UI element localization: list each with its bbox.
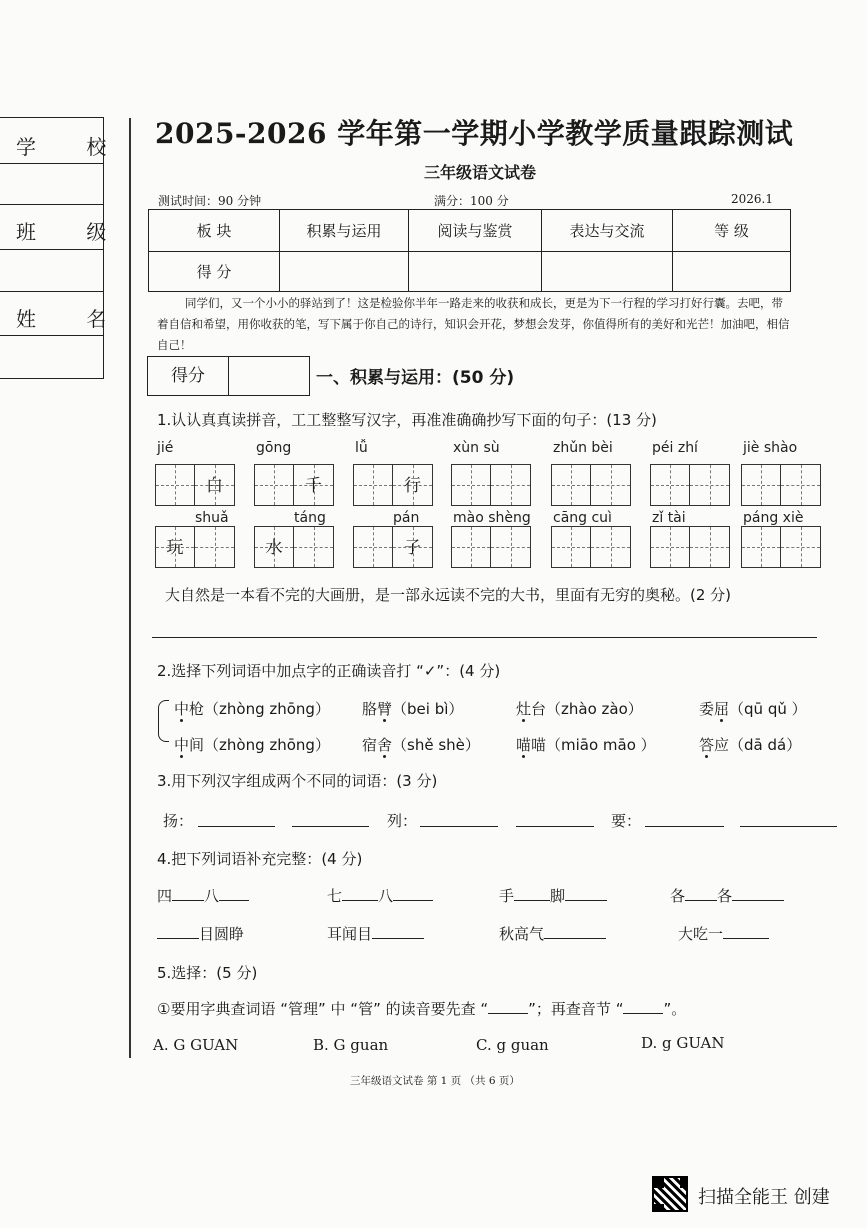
grid-cell[interactable]: [651, 465, 690, 505]
pinyin-label: jié: [157, 440, 174, 456]
option-d[interactable]: D. g GUAN: [641, 1034, 725, 1052]
pinyin-label: jiè shào: [743, 440, 798, 456]
blank[interactable]: [723, 924, 769, 939]
writing-grid[interactable]: [741, 464, 821, 506]
section-title: 一、积累与运用：(50 分): [316, 368, 515, 388]
grid-cell[interactable]: [294, 527, 333, 567]
blank[interactable]: [172, 886, 204, 901]
question-5: 5.选择：(5 分): [157, 964, 258, 982]
grid-char: 玩: [166, 538, 184, 558]
divider: [0, 335, 103, 336]
score-table: [148, 209, 791, 292]
grid-cell[interactable]: [491, 465, 530, 505]
page-footer: 三年级语文试卷 第 1 页 （共 6 页）: [350, 1075, 520, 1087]
blank[interactable]: [292, 826, 369, 827]
idiom: 耳闻目: [327, 923, 424, 944]
grid-char: 水: [265, 538, 283, 558]
score-cell[interactable]: [409, 252, 542, 292]
pinyin-label: zhǔn bèi: [553, 440, 613, 456]
blank[interactable]: [740, 826, 837, 827]
reading-option[interactable]: 答应（dā dá）: [699, 736, 802, 754]
divider: [0, 249, 103, 250]
grid-cell[interactable]: [255, 527, 294, 567]
grid-cell[interactable]: [690, 527, 729, 567]
writing-grid[interactable]: [650, 526, 730, 568]
grid-char: 行: [404, 476, 421, 496]
reading-option[interactable]: 中枪（zhòng zhōng）: [174, 700, 330, 718]
grid-cell[interactable]: [742, 527, 781, 567]
score-table-header: 板 块: [149, 210, 280, 252]
intro-text: 同学们，又一个小小的驿站到了！这是检验你半年一路走来的收获和成长，更是为下一行程的学习打好行囊。去吧，带着自信和希望，用你收获的笔，写下属于你自己的诗行，知识会开花，梦想会发芽，你值得所有的美好和光芒！加油吧，相信自己！: [157, 296, 790, 352]
grid-cell[interactable]: [552, 527, 591, 567]
question-5-1: ①要用字典查词语 “管理” 中 “管” 的读音要先查 “ ”；再查音节 “ ”。: [157, 1000, 687, 1018]
blank[interactable]: [420, 826, 498, 827]
grid-cell[interactable]: [393, 465, 432, 505]
blank[interactable]: [732, 886, 784, 901]
idiom: 七 八: [327, 885, 433, 906]
pinyin-label: péi zhí: [652, 440, 698, 456]
writing-grid[interactable]: [155, 464, 235, 506]
idiom: 四 八: [157, 885, 249, 906]
option-b[interactable]: B. G guan: [313, 1036, 389, 1054]
pinyin-label: táng: [294, 510, 326, 526]
idiom: 目圆睁: [157, 923, 244, 944]
word-char: 要：: [611, 812, 642, 830]
score-table-header: 表达与交流: [542, 210, 673, 252]
grid-cell[interactable]: [591, 465, 630, 505]
test-time: 测试时间：90 分钟: [158, 194, 262, 208]
grid-cell[interactable]: [393, 527, 432, 567]
pinyin-label: shuǎ: [195, 510, 229, 526]
score-table-header: 等 级: [673, 210, 791, 252]
blank[interactable]: [565, 886, 607, 901]
blank[interactable]: [488, 999, 528, 1014]
test-date: 2026.1: [731, 192, 773, 206]
question-1: 1.认认真真读拼音，工工整整写汉字，再准准确确抄写下面的句子：(13 分): [157, 411, 657, 429]
blank[interactable]: [516, 826, 594, 827]
reading-option[interactable]: 灶台（zhào zào）: [516, 700, 643, 718]
pinyin-label: pán: [393, 510, 420, 526]
blank[interactable]: [342, 886, 378, 901]
grid-char: 千: [305, 476, 322, 496]
reading-option[interactable]: 中间（zhòng zhōng）: [174, 736, 330, 754]
copy-sentence: 大自然是一本看不完的大画册，是一部永远读不完的大书，里面有无穷的奥秘。(2 分): [165, 586, 732, 604]
writing-grid[interactable]: [451, 526, 531, 568]
writing-grid[interactable]: [451, 464, 531, 506]
question-3: 3.用下列汉字组成两个不同的词语：(3 分): [157, 772, 438, 790]
grid-cell[interactable]: [742, 465, 781, 505]
binding-line: [129, 118, 131, 1058]
full-score: 满分：100 分: [434, 194, 509, 208]
score-cell[interactable]: [280, 252, 409, 292]
question-2: 2.选择下列词语中加点字的正确读音打 “✓”：(4 分): [157, 662, 501, 680]
writing-grid[interactable]: [741, 526, 821, 568]
reading-option[interactable]: 喵喵（miāo māo ）: [516, 736, 656, 754]
grid-cell[interactable]: [651, 527, 690, 567]
divider: [0, 291, 103, 292]
divider: [0, 204, 103, 205]
score-table-header: 积累与运用: [280, 210, 409, 252]
blank[interactable]: [393, 886, 433, 901]
writing-grid[interactable]: [551, 464, 631, 506]
writing-grid[interactable]: [254, 464, 334, 506]
writing-grid[interactable]: [254, 526, 334, 568]
grid-cell[interactable]: [354, 465, 393, 505]
class-label: 班 级: [16, 220, 129, 244]
idiom: 各 各: [670, 885, 784, 906]
grid-cell[interactable]: [354, 527, 393, 567]
score-cell[interactable]: [542, 252, 673, 292]
grid-cell[interactable]: [781, 465, 820, 505]
grid-cell[interactable]: [452, 465, 491, 505]
reading-option[interactable]: 宿舍（shě shè）: [362, 736, 480, 754]
reading-option[interactable]: 委屈（qū qǔ ）: [699, 700, 807, 718]
grid-cell[interactable]: [690, 465, 729, 505]
writing-grid[interactable]: [551, 526, 631, 568]
option-a[interactable]: A. G GUAN: [153, 1036, 239, 1054]
copy-line[interactable]: [152, 637, 817, 638]
grid-cell[interactable]: [781, 527, 820, 567]
grid-cell[interactable]: [491, 527, 530, 567]
grid-cell[interactable]: [552, 465, 591, 505]
writing-grid[interactable]: [353, 526, 433, 568]
scanner-watermark: 扫描全能王 创建: [698, 1187, 830, 1208]
pinyin-label: lǚ: [355, 440, 368, 456]
idiom: 大吃一: [678, 923, 769, 944]
pinyin-label: páng xiè: [743, 510, 804, 526]
grid-cell[interactable]: [156, 527, 195, 567]
blank[interactable]: [157, 924, 199, 939]
blank[interactable]: [219, 886, 249, 901]
blank[interactable]: [645, 826, 724, 827]
word-char: 列：: [387, 812, 418, 830]
school-label: 学 校: [16, 135, 129, 159]
blank[interactable]: [372, 924, 424, 939]
pinyin-label: gōng: [256, 440, 292, 456]
grid-cell[interactable]: [156, 465, 195, 505]
score-cell[interactable]: [673, 252, 791, 292]
grid-char: 子: [404, 538, 421, 558]
score-table-header: 阅读与鉴赏: [409, 210, 542, 252]
grid-cell[interactable]: [294, 465, 333, 505]
page-title: 2025-2026 学年第一学期小学教学质量跟踪测试: [155, 117, 794, 150]
reading-option[interactable]: 胳臂（bei bì）: [362, 700, 464, 718]
grid-char: 白: [206, 476, 223, 496]
blank[interactable]: [198, 826, 275, 827]
grid-cell[interactable]: [195, 465, 234, 505]
grid-cell[interactable]: [195, 527, 234, 567]
grid-cell[interactable]: [255, 465, 294, 505]
qr-code-icon: [652, 1176, 688, 1212]
idiom: 秋高气: [499, 923, 606, 944]
word-char: 扬：: [163, 812, 194, 830]
divider: [0, 163, 103, 164]
blank[interactable]: [544, 924, 606, 939]
page-subtitle: 三年级语文试卷: [424, 163, 537, 182]
section-score-label: 得分: [148, 357, 229, 395]
pinyin-label: cāng cuì: [553, 510, 612, 526]
writing-grid[interactable]: [353, 464, 433, 506]
writing-grid[interactable]: [155, 526, 235, 568]
pinyin-label: xùn sù: [453, 440, 500, 456]
pinyin-label: zǐ tài: [652, 510, 686, 526]
idiom: 手 脚: [499, 885, 607, 906]
grid-cell[interactable]: [452, 527, 491, 567]
name-label: 姓 名: [16, 307, 129, 331]
grid-cell[interactable]: [591, 527, 630, 567]
writing-grid[interactable]: [650, 464, 730, 506]
pinyin-label: mào shèng: [453, 510, 531, 526]
brace: [158, 700, 169, 742]
option-c[interactable]: C. g guan: [476, 1036, 549, 1054]
blank[interactable]: [685, 886, 717, 901]
blank[interactable]: [514, 886, 550, 901]
blank[interactable]: [623, 999, 663, 1014]
question-4: 4.把下列词语补充完整：(4 分): [157, 850, 363, 868]
section-score-box: [147, 356, 310, 396]
score-row-label: 得 分: [149, 252, 280, 292]
